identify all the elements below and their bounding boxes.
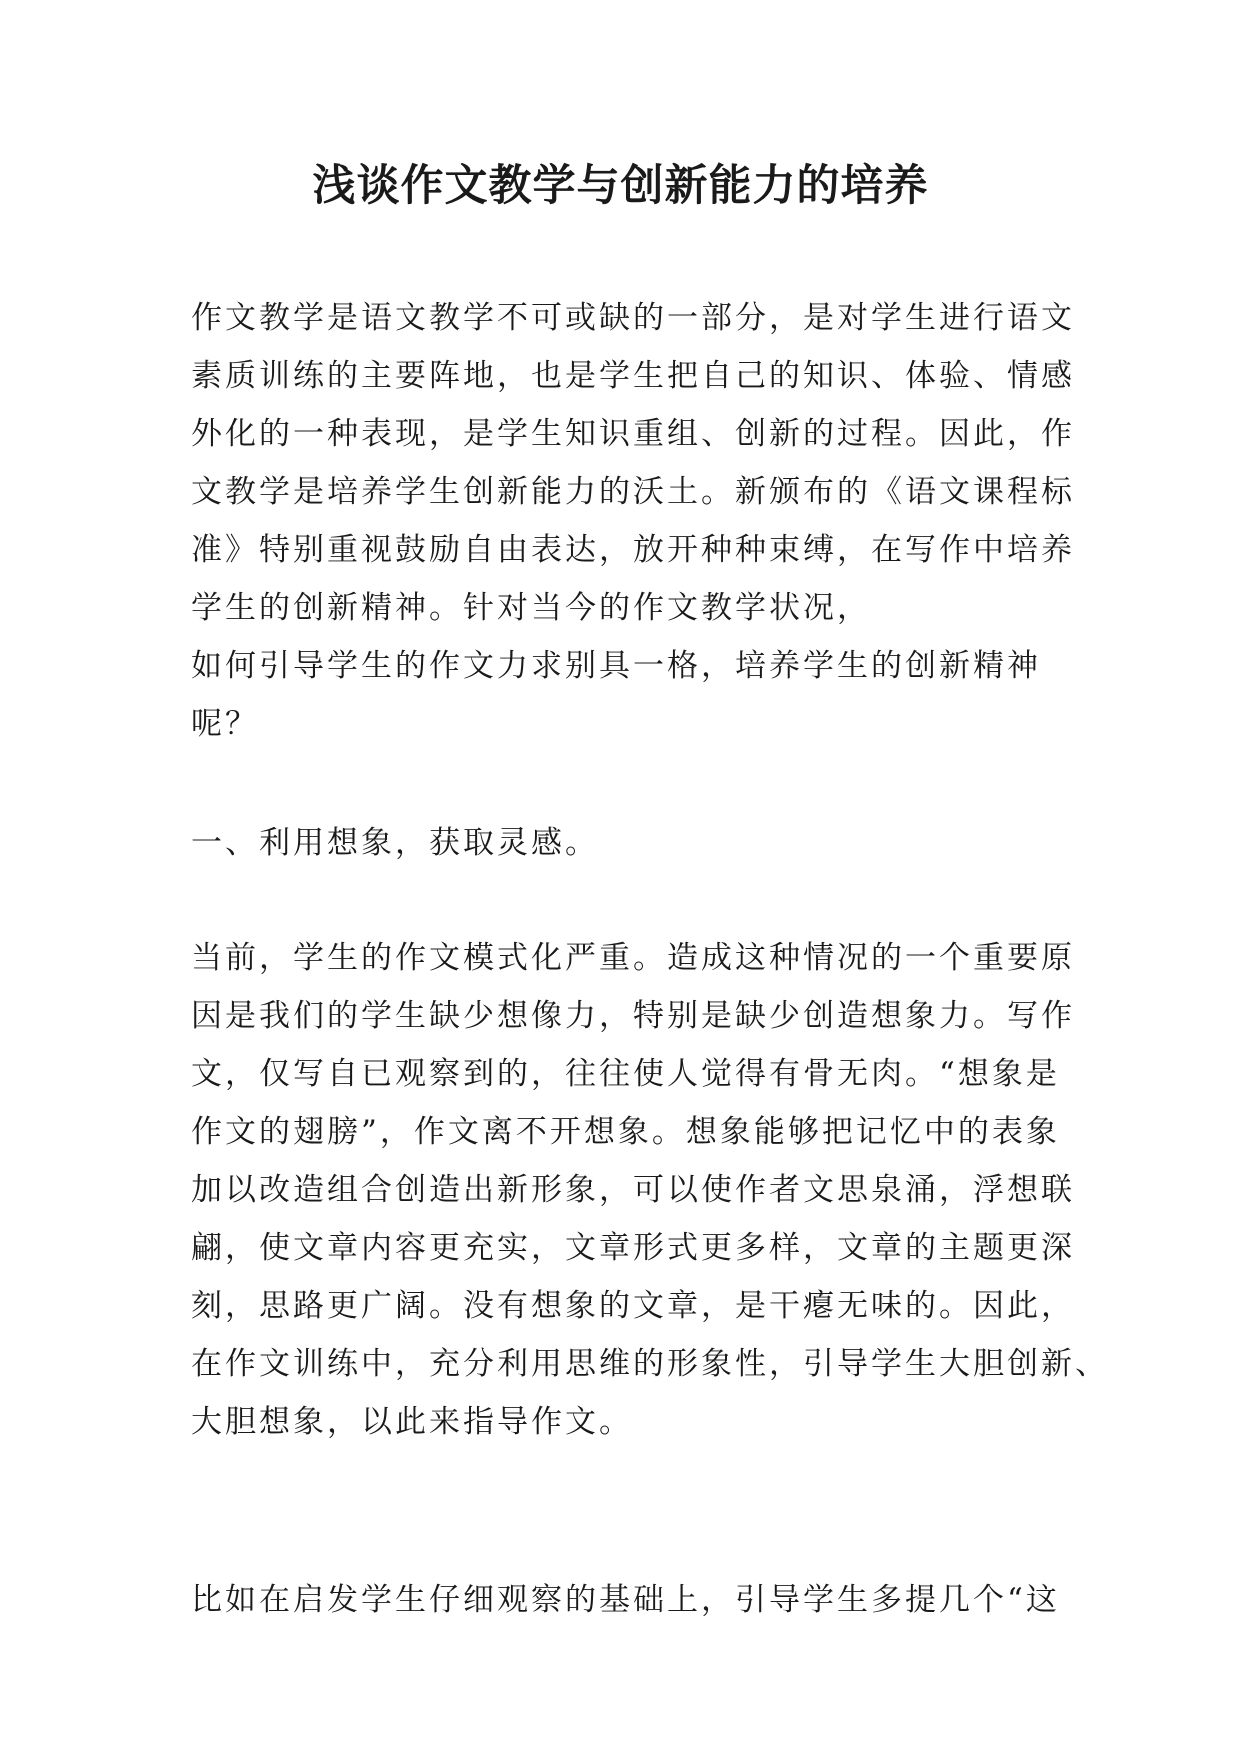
paragraph-line: 作文的翅膀”，作文离不开想象。想象能够把记忆中的表象	[191, 1114, 1060, 1150]
paragraph-line: 当前，学生的作文模式化严重。造成这种情况的一个重要原	[191, 940, 1075, 976]
example-paragraph	[191, 1571, 1061, 1629]
paragraph-line: 准》特别重视鼓励自由表达，放开种种束缚，在写作中培养	[191, 532, 1075, 568]
section-paragraph	[191, 929, 1109, 1451]
paragraph-line: 文，仅写自已观察到的，往往使人觉得有骨无肉。“想象是	[191, 1056, 1060, 1092]
paragraph-line: 因是我们的学生缺少想像力，特别是缺少创造想象力。写作	[191, 998, 1075, 1034]
paragraph-line: 大胆想象，以此来指导作文。	[191, 1404, 633, 1440]
paragraph-line: 翩，使文章内容更充实，文章形式更多样，文章的主题更深	[191, 1230, 1075, 1266]
document-title: 浅谈作文教学与创新能力的培养	[312, 161, 929, 211]
paragraph-line: 素质训练的主要阵地，也是学生把自己的知识、体验、情感	[191, 358, 1075, 394]
paragraph-line: 如何引导学生的作文力求别具一格，培养学生的创新精神	[191, 648, 1041, 684]
paragraph-line: 加以改造组合创造出新形象，可以使作者文思泉涌，浮想联	[191, 1172, 1075, 1208]
paragraph-line: 比如在启发学生仔细观察的基础上，引导学生多提几个“这	[191, 1582, 1060, 1618]
section-heading: 一、利用想象，获取灵感。	[191, 825, 599, 861]
paragraph-line: 呢？	[191, 706, 259, 742]
paragraph-line: 刻，思路更广阔。没有想象的文章，是干瘪无味的。因此，	[191, 1288, 1075, 1324]
paragraph-line: 学生的创新精神。针对当今的作文教学状况，	[191, 590, 871, 626]
paragraph-line: 在作文训练中，充分利用思维的形象性，引导学生大胆创新、	[191, 1346, 1109, 1382]
paragraph-line: 文教学是培养学生创新能力的沃土。新颁布的《语文课程标	[191, 474, 1075, 510]
paragraph-line: 外化的一种表现，是学生知识重组、创新的过程。因此，作	[191, 416, 1075, 452]
intro-paragraph	[191, 289, 1075, 753]
paragraph-line: 作文教学是语文教学不可或缺的一部分，是对学生进行语文	[191, 300, 1075, 336]
